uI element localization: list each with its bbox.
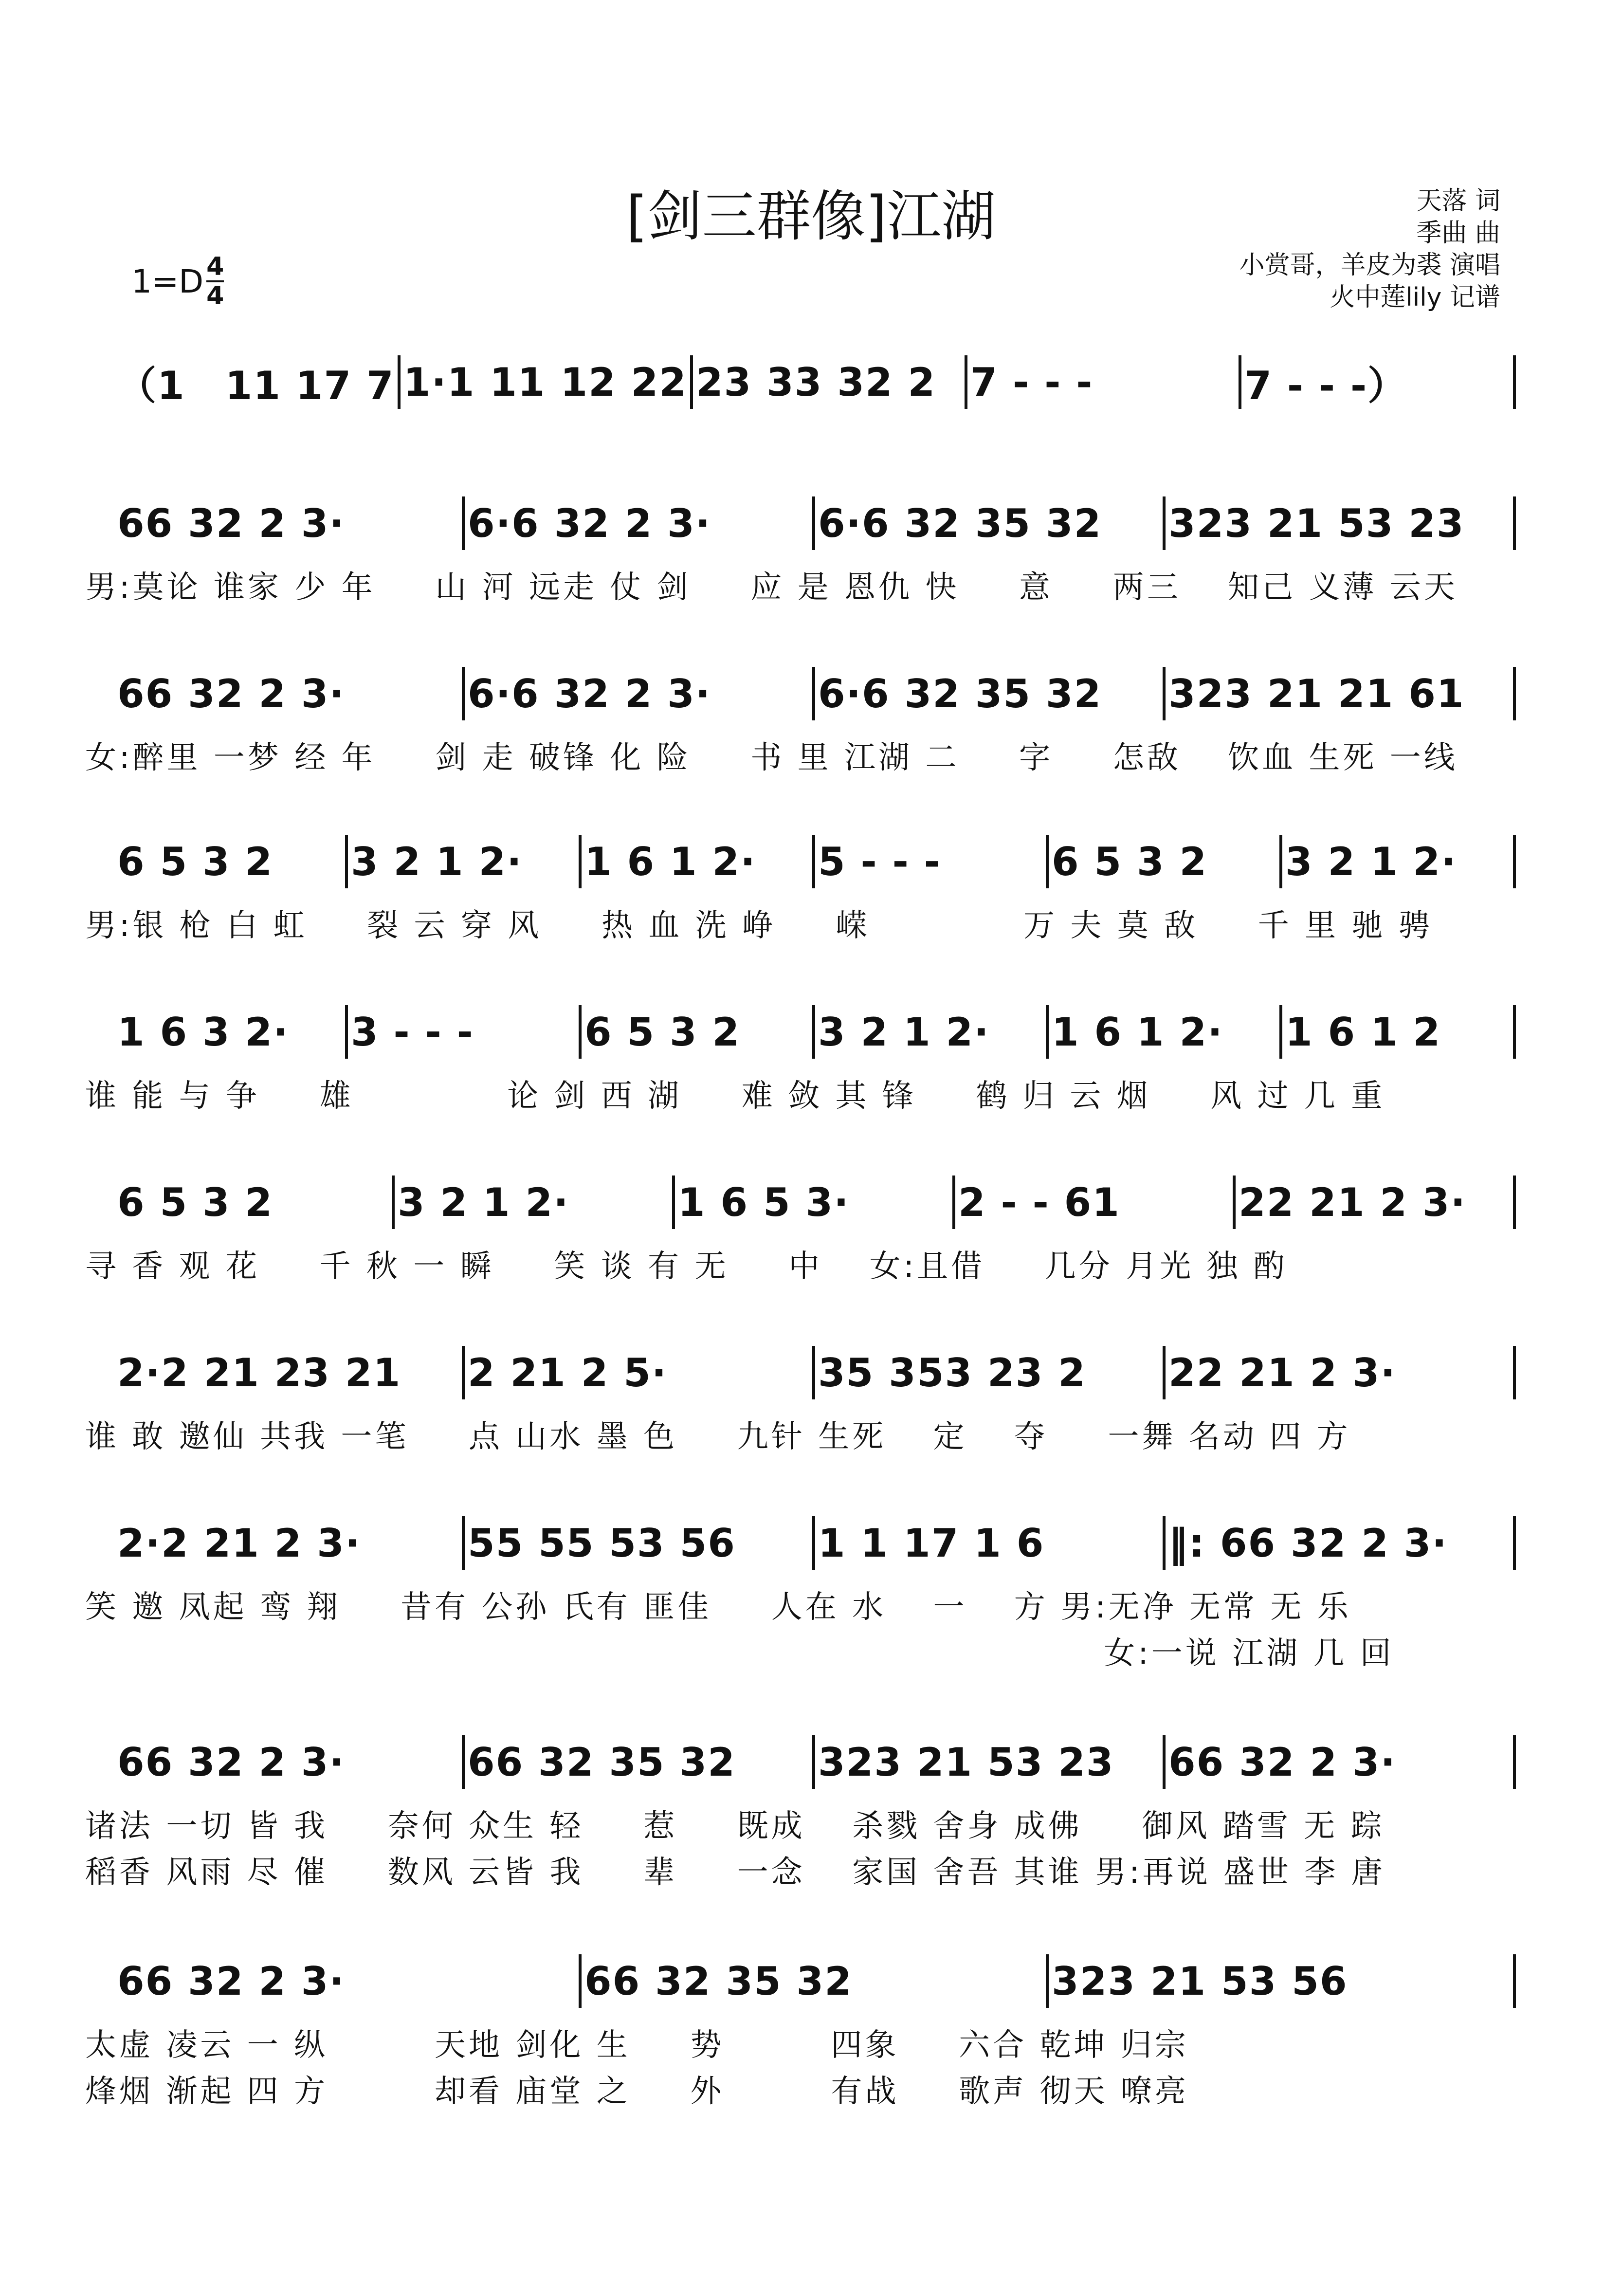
- measure: 2 - - 61: [958, 1179, 1120, 1225]
- score-row: [0, 348, 1622, 514]
- key-label: 1=D: [131, 262, 204, 300]
- lyric-line: 笑 邀 凤起 鸾 翔 昔有 公孙 氏有 匪佳 人在 水 一 方 男:无净 无常 无 乐: [85, 1589, 1351, 1625]
- measure: 6·6 32 35 32: [818, 500, 1102, 546]
- measure: 6·6 32 35 32: [818, 671, 1102, 716]
- score-row: [0, 1339, 1622, 1504]
- score-row: [0, 660, 1622, 825]
- measure: 6·6 32 2 3·: [468, 500, 711, 546]
- measure: 23 33 32 2: [695, 359, 936, 405]
- measure: 6·6 32 2 3·: [468, 671, 711, 716]
- measure: 3 2 1 2·: [818, 1009, 990, 1055]
- measure: 66 32 2 3·: [117, 671, 345, 716]
- measure: 6 5 3 2: [1052, 839, 1208, 884]
- bar-line: [1513, 835, 1516, 888]
- notation-line: [114, 1339, 1516, 1407]
- measure: 66 32 2 3·: [117, 1739, 345, 1785]
- measure: 66 32 35 32: [468, 1739, 736, 1785]
- measure: 66 32 2 3·: [1168, 1739, 1396, 1785]
- notation-line: [114, 489, 1516, 557]
- time-signature: [206, 253, 224, 310]
- score-row: [0, 489, 1622, 655]
- measure: 323 21 53 23: [1168, 500, 1465, 546]
- measure: 1 6 1 2·: [584, 839, 756, 884]
- time-numerator: 4: [206, 252, 224, 281]
- lyric-line: 女:一说 江湖 几 回: [85, 1635, 1394, 1671]
- score-row: [0, 998, 1622, 1163]
- lyric-line: 男:银 枪 白 虹 裂 云 穿 风 热 血 洗 峥 嵘 万 夫 莫 敌 千 里 驰 骋: [85, 908, 1433, 944]
- measure: 66 32 2 3·: [117, 500, 345, 546]
- bar-line: [1513, 667, 1516, 720]
- lyric-line: 男:莫论 谁家 少 年 山 河 远走 仗 剑 应 是 恩仇 快 意 两三 知己 义薄 云天: [85, 569, 1458, 606]
- measure: 1 1 17 1 6: [818, 1520, 1045, 1566]
- measure: 6 5 3 2: [584, 1009, 741, 1055]
- lyric-line: 谁 能 与 争 雄 论 剑 西 湖 难 敛 其 锋 鹤 归 云 烟 风 过 几 重: [85, 1078, 1385, 1114]
- measure: 1 6 1 2·: [1052, 1009, 1223, 1055]
- measure: 66 32 2 3·: [117, 1958, 345, 2004]
- measure: 55 55 53 56: [468, 1520, 736, 1566]
- bar-line: [1513, 355, 1516, 409]
- bar-line: [1513, 1954, 1516, 2008]
- bar-line: [1513, 1176, 1516, 1229]
- measure: 3 2 1 2·: [1285, 839, 1457, 884]
- notation-line: [114, 827, 1516, 896]
- measure: 1 6 1 2: [1285, 1009, 1441, 1055]
- measure: 323 21 53 56: [1052, 1958, 1348, 2004]
- measure: 2·2 21 23 21: [117, 1350, 401, 1396]
- measure: 6 5 3 2: [117, 839, 273, 884]
- credits: [1239, 185, 1500, 313]
- score-row: [0, 827, 1622, 993]
- lyric-line: 女:醉里 一梦 经 年 剑 走 破锋 化 险 书 里 江湖 二 字 怎敌 饮血 生死 一线: [85, 740, 1458, 776]
- measure: 7 - - -）: [1244, 363, 1408, 408]
- measure: 3 - - -: [351, 1009, 474, 1055]
- composer: 季曲 曲: [1416, 219, 1500, 248]
- bar-line: [1513, 1346, 1516, 1399]
- notation-line: [114, 1728, 1516, 1796]
- measure: 3 2 1 2·: [398, 1179, 569, 1225]
- bar-line: [1513, 1516, 1516, 1570]
- performers: 小赏哥，羊皮为裘 演唱: [1239, 251, 1500, 280]
- measure: 2·2 21 2 3·: [117, 1520, 361, 1566]
- notation-line: [114, 348, 1516, 416]
- lyric-line: 稻香 风雨 尽 催 数风 云皆 我 辈 一念 家国 舍吾 其谁 男:再说 盛世 李 唐: [85, 1855, 1385, 1891]
- measure: 35 353 23 2: [818, 1350, 1086, 1396]
- lyricist: 天落 词: [1416, 186, 1500, 216]
- measure: 323 21 21 61: [1168, 671, 1465, 716]
- song-title: [剑三群像]江湖: [626, 185, 996, 248]
- lyric-line: 诸法 一切 皆 我 奈何 众生 轻 惹 既成 杀戮 舍身 成佛 御风 踏雪 无 踪: [85, 1808, 1385, 1844]
- measure: 3 2 1 2·: [351, 839, 523, 884]
- bar-line: [1513, 1005, 1516, 1059]
- score-row: [0, 1728, 1622, 1893]
- score-row: [0, 1509, 1622, 1674]
- bar-line: [1513, 1735, 1516, 1789]
- measure: 5 - - -: [818, 839, 941, 884]
- measure: ‖: 66 32 2 3·: [1168, 1520, 1448, 1566]
- bar-line: [1513, 496, 1516, 550]
- transcriber: 火中莲lily 记谱: [1330, 283, 1500, 312]
- lyric-line: 谁 敢 邀仙 共我 一笔 点 山水 墨 色 九针 生死 定 夺 一舞 名动 四 方: [85, 1419, 1351, 1455]
- measure: 1 6 5 3·: [678, 1179, 850, 1225]
- score-row: [0, 1947, 1622, 2112]
- measure: （1 11 17 7: [117, 363, 395, 408]
- time-denominator: 4: [206, 281, 224, 311]
- measure: 22 21 2 3·: [1168, 1350, 1396, 1396]
- measure: 1·1 11 12 22: [403, 359, 687, 405]
- measure: 66 32 35 32: [584, 1958, 853, 2004]
- score-row: [0, 1168, 1622, 1334]
- measure: 6 5 3 2: [117, 1179, 273, 1225]
- key-signature: [131, 253, 224, 310]
- lyric-line: 烽烟 渐起 四 方 却看 庙堂 之 外 有战 歌声 彻天 嘹亮: [85, 2074, 1189, 2110]
- notation-line: [114, 660, 1516, 728]
- measure: 22 21 2 3·: [1239, 1179, 1466, 1225]
- notation-line: [114, 1509, 1516, 1577]
- measure: 2 21 2 5·: [468, 1350, 668, 1396]
- lyric-line: 寻 香 观 花 千 秋 一 瞬 笑 谈 有 无 中 女:且借 几分 月光 独 酌: [85, 1249, 1288, 1285]
- measure: 1 6 3 2·: [117, 1009, 289, 1055]
- notation-line: [114, 1947, 1516, 2015]
- measure: 7 - - -: [970, 359, 1093, 405]
- notation-line: [114, 998, 1516, 1066]
- measure: 323 21 53 23: [818, 1739, 1114, 1785]
- notation-line: [114, 1168, 1516, 1236]
- lyric-line: 太虚 凌云 一 纵 天地 剑化 生 势 四象 六合 乾坤 归宗: [85, 2027, 1189, 2063]
